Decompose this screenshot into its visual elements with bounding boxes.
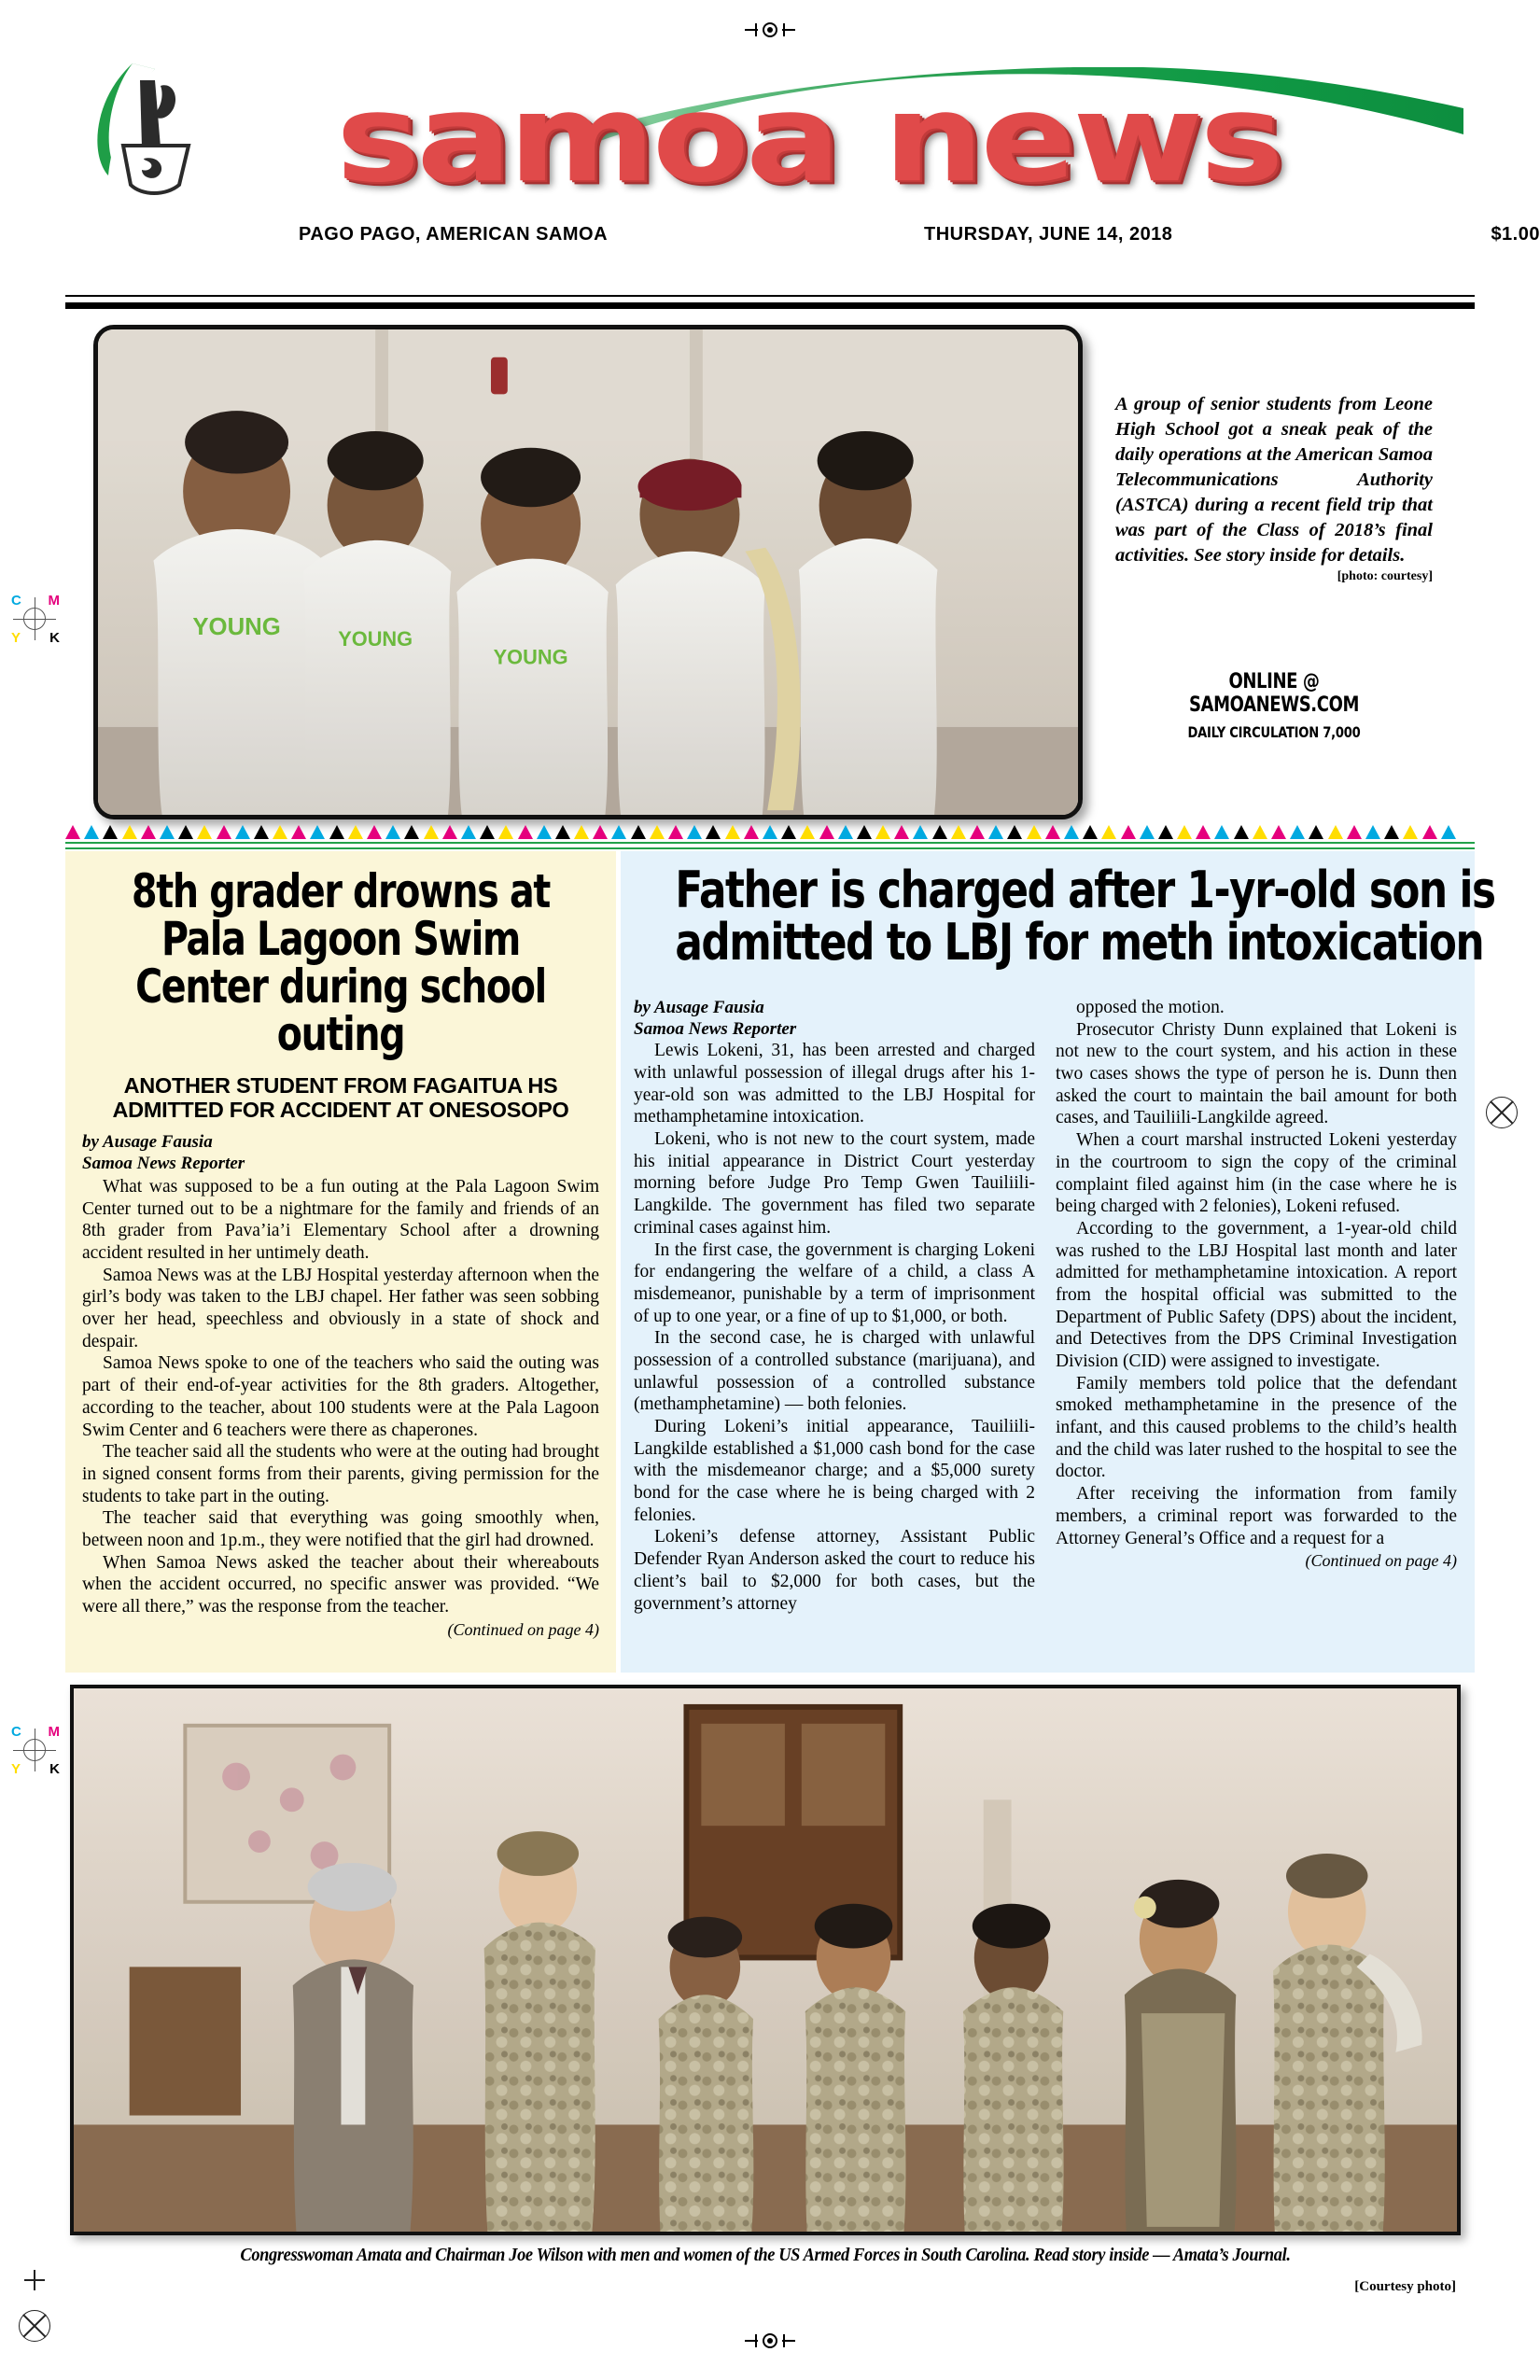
triangle-marker	[913, 825, 928, 839]
masthead-rule-thin	[65, 295, 1475, 297]
triangle-marker	[744, 825, 759, 839]
left-story-headline[interactable]: 8th grader drowns at Pala Lagoon Swim Center during school outing	[132, 864, 550, 1061]
triangle-marker	[988, 825, 1003, 839]
triangle-marker	[1271, 825, 1286, 839]
triangle-marker	[611, 825, 626, 839]
circulation-promo: DAILY CIRCULATION 7,000	[1187, 723, 1361, 741]
triangle-marker	[838, 825, 853, 839]
paragraph: The teacher said all the students who were at the outing had brought in signed consent forms from their parents, giving permission for the students to take part in the outing.	[82, 1442, 599, 1506]
triangle-marker	[65, 825, 80, 839]
triangle-marker	[404, 825, 419, 839]
triangle-marker	[687, 825, 702, 839]
top-photo	[93, 325, 1083, 819]
paragraph: According to the government, a 1-year-old child was rushed to the LBJ Hospital last month and later admitted for methamphetamine intoxication. A report from the hospital official was submitted to the Department of Public Safety (DPS) about the incident, and Detectives from the DPS Criminal Investigation Division (CID) were assigned to investigate.	[1056, 1218, 1457, 1371]
paragraph: Lewis Lokeni, 31, has been arrested and charged with unlawful possession of illegal drugs after his 1-year-old son was admitted to the LBJ Hospital for methamphetamine intoxication.	[634, 1041, 1035, 1127]
crosshair-mark-right	[1486, 1097, 1518, 1128]
triangle-marker	[160, 825, 175, 839]
triangle-marker	[1365, 825, 1380, 839]
left-story-panel	[65, 851, 616, 1673]
yellow-label: Y	[11, 1761, 21, 1777]
top-photo-image	[98, 329, 1078, 819]
triangle-marker	[442, 825, 457, 839]
triangle-marker	[461, 825, 476, 839]
paragraph: Samoa News spoke to one of the teachers who said the outing was part of their end-of-year activities for the 8th graders. Altogether, according to the teacher, about 100 students were at the Pala Lagoon Swim Center and 6 teachers were there as chaperones.	[82, 1353, 599, 1440]
triangle-marker	[310, 825, 325, 839]
svg-text:YOUNG: YOUNG	[493, 645, 568, 669]
paragraph: Prosecutor Christy Dunn explained that Lokeni is not new to the court system, and his action in these two cases shows the type of person he is. Dunn then asked the court to maintain the bail amount for both cases, and Tauiliili-Langkilde agreed.	[1056, 1019, 1457, 1128]
triangle-marker	[1121, 825, 1136, 839]
black-label: K	[49, 630, 60, 646]
dateline-bar	[280, 224, 1540, 248]
cyan-label: C	[11, 1724, 21, 1740]
triangle-marker	[1384, 825, 1399, 839]
top-registration-mark	[745, 21, 795, 43]
triangle-marker	[537, 825, 552, 839]
paragraph: The teacher said that everything was going smoothly when, between noon and 1p.m., they were notified that the girl had drowned.	[82, 1508, 599, 1550]
triangle-marker	[103, 825, 118, 839]
online-promo[interactable]: ONLINE @ SAMOANEWS.COM	[1188, 670, 1360, 717]
triangle-marker	[141, 825, 156, 839]
triangle-marker	[1422, 825, 1437, 839]
triangle-marker	[1083, 825, 1098, 839]
triangle-marker	[1007, 825, 1022, 839]
triangle-marker	[970, 825, 985, 839]
triangle-marker	[1290, 825, 1305, 839]
triangle-marker	[1196, 825, 1211, 839]
magenta-label: M	[48, 593, 60, 609]
green-rule-bottom	[65, 847, 1475, 849]
triangle-marker	[593, 825, 608, 839]
green-rule-top	[65, 842, 1475, 844]
paragraph: When a court marshal instructed Lokeni yesterday in the courtroom to sign the copy of the criminal complaint filed against him (in the case where he is being charged with 2 felonies), Lokeni refused.	[1056, 1130, 1457, 1217]
triangle-marker	[367, 825, 382, 839]
triangle-marker	[254, 825, 269, 839]
triangle-marker	[631, 825, 646, 839]
triangle-marker	[1441, 825, 1456, 839]
paragraph: After receiving the information from family members, a criminal report was forwarded to the Attorney General’s Office and a request for a	[1056, 1484, 1457, 1548]
triangle-marker	[857, 825, 872, 839]
cyan-label: C	[11, 593, 21, 609]
triangle-marker	[1234, 825, 1249, 839]
triangle-marker	[178, 825, 193, 839]
triangle-marker	[763, 825, 777, 839]
magenta-label: M	[48, 1724, 60, 1740]
svg-text:YOUNG: YOUNG	[338, 626, 413, 651]
paragraph: What was supposed to be a fun outing at the Pala Lagoon Swim Center turned out to be a nightmare for the family and friends of an 8th grader from Pava’ia’i Elementary School after a drowning accident resulted in her untimely death.	[82, 1176, 599, 1264]
triangle-marker	[706, 825, 721, 839]
right-story-column-2-body	[1056, 997, 1457, 1572]
triangle-marker	[235, 825, 250, 839]
left-story-author: by Ausage Fausia	[82, 1131, 213, 1152]
triangle-marker	[329, 825, 344, 839]
dateline-price: $1.00	[1491, 224, 1540, 245]
dateline-place: PAGO PAGO, AMERICAN SAMOA	[299, 224, 609, 245]
triangle-marker	[84, 825, 99, 839]
paragraph: Samoa News was at the LBJ Hospital yesterday afternoon when the girl’s body was taken to the LBJ chapel. Her father was seen sobbing over her head, speechless and obviously in a state of shock and despair.	[82, 1265, 599, 1351]
black-label: K	[49, 1761, 60, 1777]
paragraph: In the first case, the government is charging Lokeni for endangering the welfare of a child, a class A misdemeanor, punishable by a term of imprisonment of up to one year, or a fine of up to $1,000, or both.	[634, 1239, 1035, 1326]
triangle-marker	[875, 825, 890, 839]
cmyk-triangle-divider	[65, 825, 1475, 842]
triangle-marker	[122, 825, 137, 839]
triangle-marker	[424, 825, 439, 839]
triangle-marker	[1214, 825, 1229, 839]
crosshair-mark-bottom-left	[19, 2310, 50, 2342]
triangle-marker	[197, 825, 212, 839]
triangle-marker	[650, 825, 665, 839]
cmyk-registration-mark-upper	[11, 593, 60, 646]
right-story-reporter-label: Samoa News Reporter	[634, 1019, 797, 1040]
bottom-photo-image	[74, 1688, 1457, 2235]
right-story-headline-line1: Father is charged after 1-yr-old son is	[675, 861, 1495, 919]
left-story-byline	[82, 1131, 616, 1174]
left-story-continued[interactable]: (Continued on page 4)	[447, 1619, 599, 1639]
yellow-label: Y	[11, 630, 21, 646]
triangle-marker	[1177, 825, 1192, 839]
samoa-news-logo-icon	[75, 54, 271, 203]
paragraph: In the second case, he is charged with unlawful possession of a controlled substance (marijuana), and unlawful possession of a controlled substance (methamphetamine) — both felonies.	[634, 1328, 1035, 1415]
masthead	[65, 54, 1540, 245]
masthead-rule-thick	[65, 302, 1475, 309]
triangle-marker	[1403, 825, 1418, 839]
paragraph: When Samoa News asked the teacher about their whereabouts when the accident occurred, no specific answer was provided. “We were all there,” was the response from the teacher.	[82, 1552, 599, 1617]
triangle-marker	[348, 825, 363, 839]
top-photo-caption-text: A group of senior students from Leone High School got a sneak peak of the daily operations at the American Samoa Telecommunications Authority (ASTCA) during a recent field trip that was part of the Class of 2018’s final activities. See story inside for details.	[1115, 394, 1433, 567]
svg-text:YOUNG: YOUNG	[192, 613, 281, 640]
triangle-marker	[894, 825, 909, 839]
cmyk-registration-mark-lower	[11, 1724, 60, 1777]
paragraph: opposed the motion.	[1076, 998, 1225, 1017]
plus-mark-bottom-left	[24, 2270, 45, 2290]
bottom-registration-mark	[745, 2331, 795, 2354]
left-story-body	[82, 1176, 599, 1641]
left-story-subhead: ANOTHER STUDENT FROM FAGAITUA HS ADMITTED FOR ACCIDENT AT ONESOSOPO	[112, 1073, 569, 1123]
triangle-marker	[1064, 825, 1079, 839]
triangle-marker	[574, 825, 589, 839]
paragraph: Lokeni’s defense attorney, Assistant Public Defender Ryan Anderson asked the court to reduce his client’s bail to $2,000 for both cases, but the government’s attorney	[634, 1527, 1035, 1614]
nameplate	[280, 67, 1475, 210]
triangle-marker	[291, 825, 306, 839]
triangle-marker	[932, 825, 947, 839]
right-story-headline-line2: admitted to LBJ for meth intoxication	[675, 912, 1484, 972]
top-photo-caption	[1115, 392, 1433, 586]
triangle-marker	[1140, 825, 1155, 839]
bottom-photo-credit: [Courtesy photo]	[1354, 2279, 1456, 2294]
triangle-marker	[480, 825, 495, 839]
right-story-column-2	[1056, 997, 1457, 1669]
masthead-title: samoa news	[336, 68, 1281, 210]
triangle-marker	[1309, 825, 1323, 839]
triangle-marker	[1328, 825, 1343, 839]
dateline-date: THURSDAY, JUNE 14, 2018	[924, 224, 1173, 245]
triangle-marker	[518, 825, 533, 839]
triangle-marker	[1158, 825, 1173, 839]
right-story-columns	[621, 997, 1475, 1669]
triangle-marker	[273, 825, 287, 839]
triangle-marker	[819, 825, 834, 839]
paragraph: Lokeni, who is not new to the court system, made his initial appearance in District Court yesterday morning before Judge Pro Temp Gwen Tauiliili-Langkilde. The government has filed two separate criminal cases against him.	[634, 1129, 1035, 1238]
triangle-marker	[725, 825, 740, 839]
triangle-marker	[781, 825, 796, 839]
top-photo-credit: [photo: courtesy]	[1337, 569, 1433, 584]
triangle-marker	[668, 825, 683, 839]
right-story-panel	[621, 851, 1495, 1673]
right-story-column-1	[634, 997, 1035, 1669]
triangle-marker	[498, 825, 513, 839]
triangle-marker	[385, 825, 400, 839]
right-story-author: by Ausage Fausia	[634, 998, 764, 1017]
right-story-headline[interactable]	[675, 861, 1495, 972]
paragraph: During Lokeni’s initial appearance, Tauiliili-Langkilde established a $1,000 cash bond for the case with the misdemeanor charge; and a $5,000 surety bond for the case where he is being charged with 2 felonies.	[634, 1417, 1035, 1525]
bottom-photo-caption: Congresswoman Amata and Chairman Joe Wilson with men and women of the US Armed Forces in South Carolina. Read story inside — Amata’s Journal.	[240, 2245, 1291, 2265]
triangle-marker	[1045, 825, 1060, 839]
right-story-column-1-body	[634, 1040, 1035, 1615]
triangle-marker	[1253, 825, 1267, 839]
triangle-marker	[1101, 825, 1116, 839]
triangle-marker	[217, 825, 231, 839]
triangle-marker	[951, 825, 966, 839]
triangle-marker	[800, 825, 815, 839]
triangle-marker	[1027, 825, 1042, 839]
triangle-marker	[1347, 825, 1362, 839]
bottom-photo	[70, 1685, 1461, 2235]
left-story-reporter-label: Samoa News Reporter	[82, 1153, 245, 1173]
paragraph: Family members told police that the defendant smoked methamphetamine in the presence of the infant, and this caused problems to the child’s health and the child was later rushed to the hospital to see the doctor.	[1056, 1373, 1457, 1482]
triangle-marker	[555, 825, 570, 839]
right-story-continued[interactable]: (Continued on page 4)	[1305, 1551, 1457, 1571]
